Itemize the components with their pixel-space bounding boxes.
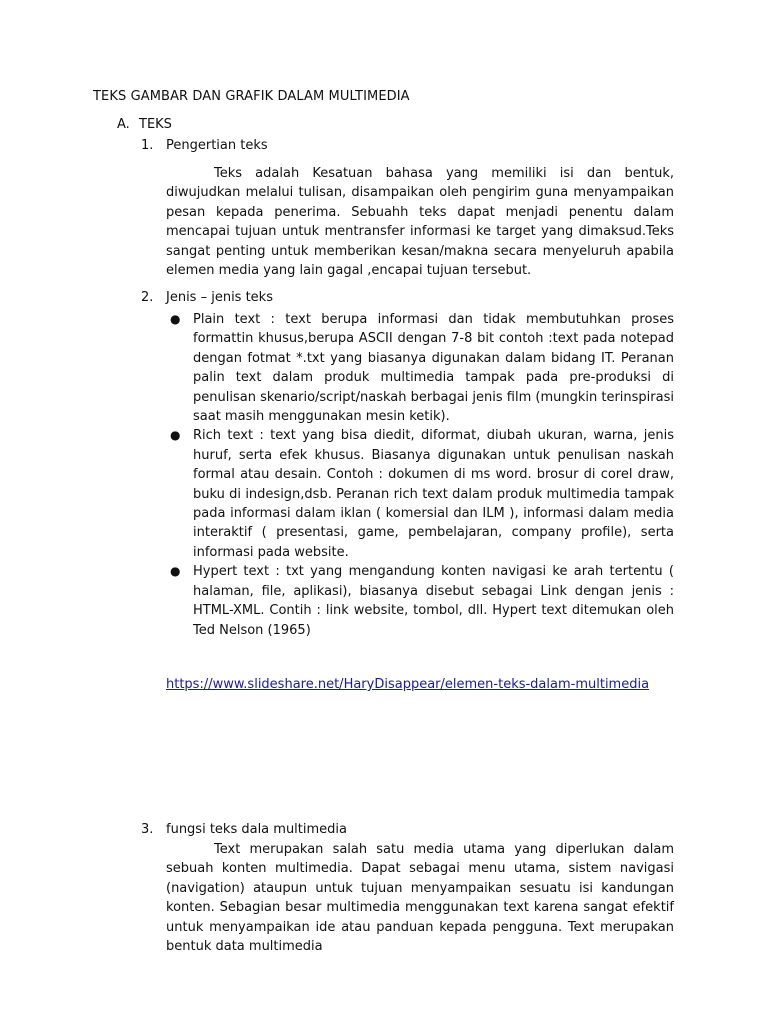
bullet-icon: ● xyxy=(170,564,181,579)
list-item xyxy=(166,426,674,562)
text-types-list xyxy=(166,310,674,640)
document-title: TEKS GAMBAR DAN GRAFIK DALAM MULTIMEDIA xyxy=(93,89,410,104)
list-item xyxy=(166,562,674,640)
section-a-marker: A. xyxy=(117,117,130,132)
item-2-marker: 2. xyxy=(141,290,154,305)
bullet-icon: ● xyxy=(170,312,181,326)
item-3-marker: 3. xyxy=(141,822,154,837)
bullet-text-hyper: Hypert text : txt yang mengandung konten navigasi ke arah tertentu ( halaman, file, aplikasi), biasanya disebut sebagai Link dengan jenis : HTML-XML. Contih : link website, tombol, dll. Hypert text ditemukan oleh Ted Nelson (1965) xyxy=(193,564,674,638)
item-2-label: Jenis – jenis teks xyxy=(166,290,273,305)
bullet-text-rich: Rich text : text yang bisa diedit, diformat, diubah ukuran, warna, jenis huruf, serta efek khusus. Biasanya digunakan untuk penulisan naskah formal atau desain. Contoh : dokumen di ms word. brosur di corel draw, buku di indesign,dsb. Peranan rich text dalam produk multimedia tampak pada informasi dalam iklan ( komersial dan ILM ), informasi dalam media interaktif ( presentasi, game, pembelajaran, company profile), serta informasi pada website. xyxy=(193,428,674,560)
bullet-icon: ● xyxy=(170,428,181,443)
item-1-label: Pengertian teks xyxy=(166,138,268,153)
bullet-text-plain: Plain text : text berupa informasi dan tidak membutuhkan proses formattin khusus,berupa ASCII dengan 7-8 bit contoh :text pada notepad dengan fotmat *.txt yang biasanya digunakan dalam bidang IT. Peranan palin text dalam produk multimedia tampak pada pre-produksi di penulisan skenario/script/naskah berbagai jenis film (mungkin terinspirasi saat masih menggunakan mesin ketik). xyxy=(193,312,674,425)
item-1-heading xyxy=(141,138,268,153)
section-a-heading xyxy=(117,117,172,132)
item-3-paragraph: Text merupakan salah satu media utama yang diperlukan dalam sebuah konten multimedia. Dapat sebagai menu utama, sistem navigasi (navigation) ataupun untuk tujuan menyampaikan sesuatu isi kandungan konten. Sebagian besar multimedia menggunakan text karena sangat efektif untuk menyampaikan ide atau panduan kepada pengguna. Text merupakan bentuk data multimedia xyxy=(166,842,674,955)
list-item xyxy=(166,310,674,426)
item-1-marker: 1. xyxy=(141,138,154,153)
item-3-label: fungsi teks dala multimedia xyxy=(166,822,347,837)
reference-link[interactable]: https://www.slideshare.net/HaryDisappear/elemen-teks-dalam-multimedia xyxy=(166,677,650,692)
item-3-heading xyxy=(141,822,347,837)
item-2-heading xyxy=(141,290,273,305)
item-1-paragraph: Teks adalah Kesatuan bahasa yang memiliki isi dan bentuk, diwujudkan melalui tulisan, disampaikan oleh pengirim guna menyampaikan pesan kepada penerima. Sebuahh teks dapat menjadi penentu dalam mencapai tujuan untuk mentransfer informasi ke target yang dimaksud.Teks sangat penting untuk memberikan kesan/makna secara menyeluruh apabila elemen media yang lain gagal ,encapai tujuan tersebut. xyxy=(166,166,674,279)
section-a-label: TEKS xyxy=(139,117,172,132)
